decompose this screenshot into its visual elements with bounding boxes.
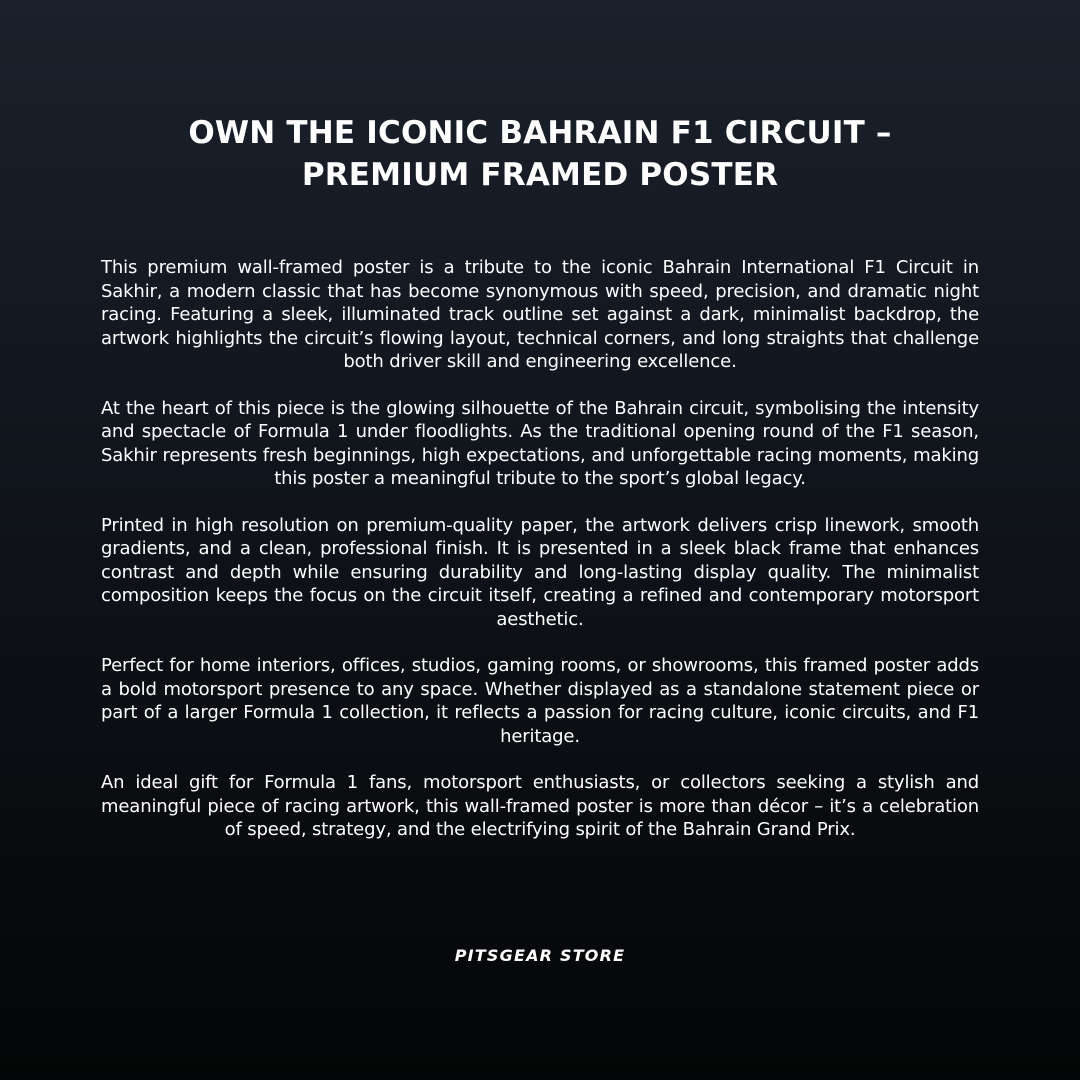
brand-logo-text: PITSGEAR STORE [454, 946, 626, 965]
title-line-1: OWN THE ICONIC BAHRAIN F1 CIRCUIT – [188, 115, 892, 151]
description-paragraph-4: Perfect for home interiors, offices, studios, gaming rooms, or showrooms, this framed poster adds a bold motorsport presence to any space. Whether displayed as a standalone statement piece or part of a larger Formula 1 collection, it reflects a passion for racing culture, iconic circuits, and F1 heritage. [101, 655, 979, 747]
title-line-2: PREMIUM FRAMED POSTER [301, 157, 779, 193]
description-body [101, 256, 979, 865]
description-paragraph-5: An ideal gift for Formula 1 fans, motorsport enthusiasts, or collectors seeking a stylish and meaningful piece of racing artwork, this wall-framed poster is more than décor – it’s a celebration of speed, strategy, and the electrifying spirit of the Bahrain Grand Prix. [101, 772, 979, 840]
description-paragraph-1: This premium wall-framed poster is a tribute to the iconic Bahrain International F1 Circuit in Sakhir, a modern classic that has become synonymous with speed, precision, and dramatic night racing. Featuring a sleek, illuminated track outline set against a dark, minimalist backdrop, the artwork highlights the circuit’s flowing layout, technical corners, and long straights that challenge both driver skill and engineering excellence. [101, 257, 979, 372]
description-paragraph-2: At the heart of this piece is the glowing silhouette of the Bahrain circuit, symbolising the intensity and spectacle of Formula 1 under floodlights. As the traditional opening round of the F1 season, Sakhir represents fresh beginnings, high expectations, and unforgettable racing moments, making this poster a meaningful tribute to the sport’s global legacy. [101, 397, 979, 489]
description-paragraph-3: Printed in high resolution on premium-quality paper, the artwork delivers crisp linework, smooth gradients, and a clean, professional finish. It is presented in a sleek black frame that enhances contrast and depth while ensuring durability and long-lasting display quality. The minimalist composition keeps the focus on the circuit itself, creating a refined and contemporary motorsport aesthetic. [101, 514, 979, 630]
page-title [100, 112, 980, 196]
